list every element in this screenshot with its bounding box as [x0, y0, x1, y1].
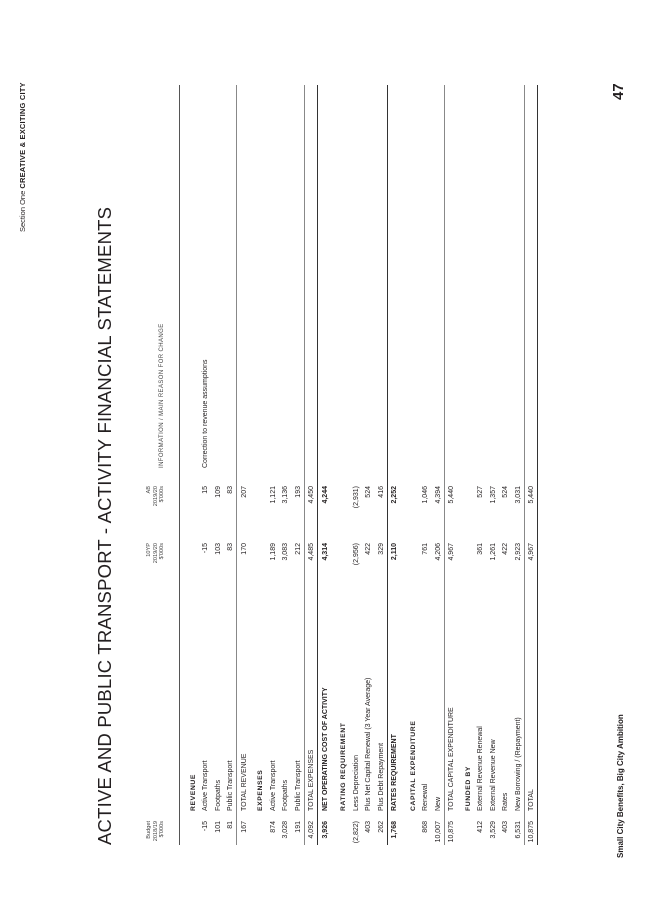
cell-label: TOTAL	[528, 789, 535, 811]
cell-10yp: 103	[214, 543, 222, 555]
cell-10yp: 361	[477, 543, 484, 555]
table-row	[224, 85, 237, 845]
cell-label: Footpaths	[282, 779, 289, 811]
cell-budget: 191	[294, 821, 302, 833]
financial-statement	[94, 55, 574, 845]
cell-label: Rates	[502, 792, 509, 811]
cell-10yp: 2,110	[391, 543, 398, 561]
cell-10yp: 4,485	[308, 543, 315, 561]
column-header-budget: Budget 2018/19 $'000s	[146, 821, 165, 842]
cell-ab: 1,121	[269, 486, 277, 504]
row-heading: FUNDED BY	[464, 765, 472, 811]
cell-ab: 15	[202, 486, 209, 494]
cell-label: TOTAL CAPITAL EXPENDITURE	[448, 707, 455, 811]
cell-ab: 3,031	[514, 486, 522, 504]
column-header-ab: AB 2019/20 $'000s	[146, 486, 165, 507]
table-row	[317, 85, 331, 845]
cell-ab: 524	[502, 486, 509, 498]
cell-budget: 1,768	[391, 821, 398, 839]
cell-label: TOTAL REVENUE	[240, 753, 248, 811]
section-heading-row	[182, 85, 199, 845]
cell-label: Public Transport	[227, 760, 234, 811]
table-row	[419, 85, 432, 845]
section-prefix: Section One	[18, 190, 27, 232]
cell-ab: 3,136	[282, 486, 289, 504]
table-row	[524, 85, 539, 845]
cell-budget: 81	[227, 821, 234, 829]
table-row	[474, 85, 487, 845]
cell-budget: 4,092	[308, 821, 315, 839]
cell-budget: (2,822)	[352, 821, 360, 844]
cell-10yp: 329	[377, 543, 385, 555]
table-row	[486, 85, 499, 845]
section-heading-row	[402, 85, 419, 845]
cell-budget: 10,875	[528, 821, 535, 843]
column-headers	[146, 55, 182, 845]
section-heading-row	[457, 85, 474, 845]
cell-ab: 207	[240, 486, 248, 498]
cell-label: NET OPERATING COST OF ACTIVITY	[321, 687, 329, 811]
table-row	[499, 85, 512, 845]
table-row	[304, 85, 318, 845]
cell-10yp: 170	[240, 543, 248, 555]
row-heading: REVENUE	[189, 773, 197, 811]
cell-budget: 3,028	[282, 821, 289, 839]
cell-ab: 524	[365, 486, 372, 498]
cell-ab: 1,357	[489, 486, 497, 504]
cell-budget: 101	[214, 821, 222, 833]
cell-ab: 5,440	[448, 486, 455, 504]
cell-10yp: 4,314	[321, 543, 329, 561]
cell-10yp: (2,956)	[352, 543, 360, 566]
cell-10yp: 1,189	[269, 543, 277, 561]
cell-ab: 416	[377, 486, 385, 498]
cell-label: New Borrowing / (Repayment)	[514, 717, 522, 811]
section-heading-row	[333, 85, 350, 845]
table-row	[349, 85, 362, 845]
cell-ab: 4,244	[321, 486, 329, 504]
cell-label: External Revenue New	[489, 739, 497, 811]
cell-10yp: 4,967	[528, 543, 535, 561]
column-header-10yp: 10YP 2019/20 $'000s	[146, 543, 165, 564]
row-heading: EXPENSES	[257, 769, 264, 811]
cell-10yp: 83	[227, 543, 234, 551]
cell-ab: 83	[227, 486, 234, 494]
table-row	[279, 85, 292, 845]
page-number: 47	[610, 83, 627, 100]
cell-budget: 3,926	[321, 821, 329, 839]
cell-ab: 2,252	[391, 486, 398, 504]
table-row	[431, 85, 444, 845]
cell-10yp: 4,206	[434, 543, 442, 561]
cell-budget: 10,875	[448, 821, 455, 843]
cell-10yp: -15	[202, 543, 209, 554]
cell-10yp: 2,923	[514, 543, 522, 561]
footer-tagline: Small City Benefits, Big City Ambition	[616, 714, 625, 858]
cell-budget: 868	[422, 821, 429, 833]
cell-label: Active Transport	[269, 760, 277, 811]
cell-ab: 1,046	[422, 486, 429, 504]
table-row	[266, 85, 279, 845]
table-row	[362, 85, 375, 845]
cell-ab: 4,450	[308, 486, 315, 504]
cell-budget: 874	[269, 821, 277, 833]
header-divider	[179, 85, 180, 845]
table-row	[511, 85, 524, 845]
table-row	[444, 85, 458, 845]
row-heading: RATING REQUIREMENT	[340, 722, 347, 811]
cell-ab: 193	[294, 486, 302, 498]
table-row	[387, 85, 401, 845]
cell-budget: 10,007	[434, 821, 442, 843]
cell-ab: 109	[214, 486, 222, 498]
cell-budget: -15	[202, 821, 209, 832]
cell-label: Active Transport	[202, 760, 209, 811]
cell-label: Less Depreciation	[352, 754, 360, 811]
cell-label: RATES REQUIREMENT	[391, 734, 398, 811]
table-row	[236, 85, 250, 845]
cell-label: TOTAL EXPENSES	[308, 749, 315, 811]
section-label	[18, 82, 27, 232]
cell-budget: 262	[377, 821, 385, 833]
section-heading-row	[250, 85, 267, 845]
column-header-info: INFORMATION / MAIN REASON FOR CHANGE	[159, 323, 165, 468]
cell-budget: 167	[240, 821, 248, 833]
cell-budget: 6,531	[514, 821, 522, 839]
statement-rows	[182, 85, 540, 845]
cell-budget: 412	[477, 821, 484, 833]
cell-budget: 403	[365, 821, 372, 833]
cell-label: External Revenue Renewal	[477, 726, 484, 811]
cell-info: Correction to revenue assumptions	[202, 359, 209, 468]
cell-label: Plus Debt Repayment	[377, 742, 385, 811]
cell-ab: 5,440	[528, 486, 535, 504]
cell-label: Public Transport	[294, 760, 302, 811]
table-row	[374, 85, 387, 845]
row-heading: CAPITAL EXPENDITURE	[409, 720, 417, 811]
cell-ab: 4,394	[434, 486, 442, 504]
cell-10yp: 422	[365, 543, 372, 555]
table-row	[199, 85, 212, 845]
cell-budget: 3,529	[489, 821, 497, 839]
cell-budget: 403	[502, 821, 509, 833]
cell-label: Footpaths	[214, 779, 222, 811]
page-title: ACTIVE AND PUBLIC TRANSPORT - ACTIVITY FINANCIAL STATEMENTS	[94, 206, 115, 845]
cell-10yp: 422	[502, 543, 509, 555]
cell-ab: (2,931)	[352, 486, 360, 509]
cell-10yp: 1,261	[489, 543, 497, 561]
cell-10yp: 4,967	[448, 543, 455, 561]
cell-ab: 527	[477, 486, 484, 498]
cell-10yp: 212	[294, 543, 302, 555]
cell-label: Renewal	[422, 783, 429, 811]
section-name: CREATIVE & EXCITING CITY	[18, 82, 27, 189]
cell-label: New	[434, 796, 442, 811]
cell-label: Plus Net Capital Renewal (3 Year Average)	[365, 677, 372, 811]
cell-10yp: 761	[422, 543, 429, 555]
table-row	[211, 85, 224, 845]
cell-10yp: 3,083	[282, 543, 289, 561]
table-row	[291, 85, 304, 845]
